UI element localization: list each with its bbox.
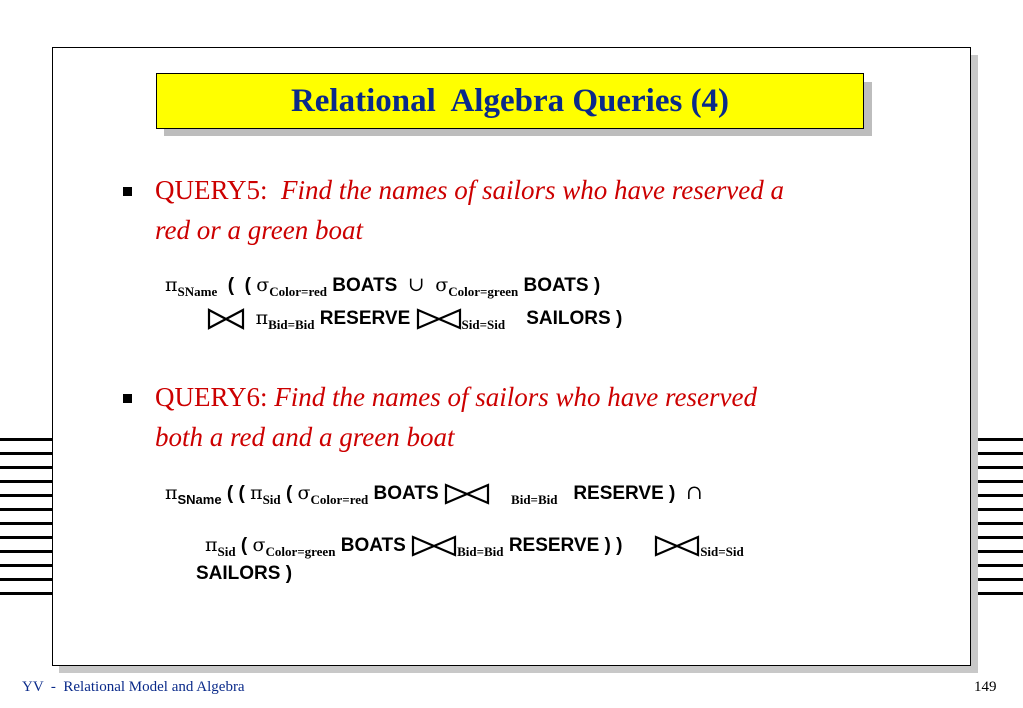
- reserve-relation: RESERVE ): [573, 483, 676, 504]
- sub-sid: Sid: [262, 492, 281, 507]
- natural-join-icon: [416, 308, 462, 330]
- intersect-symbol: ∩: [685, 480, 703, 504]
- sailors-relation: SAILORS ): [526, 308, 623, 329]
- sigma-symbol: σ: [297, 482, 311, 504]
- query5-label: QUERY5:: [155, 175, 268, 205]
- boats-relation: BOATS: [373, 483, 439, 504]
- slide-frame: [52, 47, 971, 666]
- paren: (: [244, 275, 251, 296]
- sigma-symbol: σ: [256, 274, 270, 296]
- boats-relation: BOATS: [332, 275, 398, 296]
- sigma-symbol: σ: [435, 274, 449, 296]
- query6-expression-line1: [165, 480, 703, 507]
- page-number: 149: [974, 679, 997, 695]
- pi-symbol: π: [165, 482, 178, 504]
- natural-join-icon: [411, 535, 457, 557]
- query6-label: QUERY6:: [155, 382, 268, 412]
- sub-color-red: Color=red: [269, 284, 327, 299]
- sub-sid-sid: Sid=Sid: [461, 317, 506, 332]
- union-symbol: ∪: [407, 272, 425, 296]
- sub-bid-bid: Bid=Bid: [511, 492, 558, 507]
- query5-expression-line2: [207, 306, 622, 332]
- paren: (: [227, 275, 235, 296]
- left-decorative-lines: [0, 438, 52, 604]
- sub-color-red: Color=red: [310, 492, 369, 507]
- paren: (: [240, 535, 248, 556]
- paren: (: [285, 483, 293, 504]
- sub-color-green: Color=green: [265, 544, 336, 559]
- sub-bid-bid: Bid=Bid: [268, 317, 315, 332]
- sub-sname: SName: [177, 284, 218, 299]
- query5-expression-line1: [165, 272, 600, 299]
- query5-text: [155, 170, 915, 250]
- query6-text: [155, 377, 915, 457]
- pi-symbol: π: [255, 307, 269, 329]
- sub-bid-bid: Bid=Bid: [457, 544, 504, 559]
- pi-symbol: π: [205, 534, 218, 556]
- query5-description-line2: red or a green boat: [155, 215, 363, 245]
- natural-join-icon: [654, 535, 700, 557]
- sub-sname: SName: [177, 492, 222, 507]
- paren: ( (: [226, 483, 245, 504]
- query6-expression-line2: [205, 533, 744, 559]
- query6-description-line1: Find the names of sailors who have reserved: [274, 382, 757, 412]
- title-box: [156, 73, 864, 129]
- footer-course-title: YV - Relational Model and Algebra: [22, 679, 245, 695]
- boats-relation: BOATS: [340, 535, 406, 556]
- bullet-query5: [123, 187, 132, 196]
- query5-description-line1: Find the names of sailors who have reserved a: [281, 175, 784, 205]
- pi-symbol: π: [250, 482, 263, 504]
- reserve-relation: RESERVE: [319, 308, 411, 329]
- bullet-query6: [123, 394, 132, 403]
- reserve-relation: RESERVE ) ): [508, 535, 623, 556]
- boats-relation: BOATS ): [523, 275, 601, 296]
- sigma-symbol: σ: [252, 534, 266, 556]
- pi-symbol: π: [165, 274, 178, 296]
- sub-color-green: Color=green: [448, 284, 519, 299]
- sailors-relation: SAILORS ): [196, 563, 293, 584]
- right-decorative-lines: [973, 438, 1023, 604]
- natural-join-icon: [444, 483, 490, 505]
- query6-description-line2: both a red and a green boat: [155, 422, 455, 452]
- sub-sid: Sid: [217, 544, 236, 559]
- natural-join-icon: [207, 308, 245, 330]
- sub-sid-sid: Sid=Sid: [700, 544, 744, 559]
- query6-expression-line3: [196, 562, 292, 586]
- slide-title: Relational Algebra Queries (4): [290, 82, 730, 119]
